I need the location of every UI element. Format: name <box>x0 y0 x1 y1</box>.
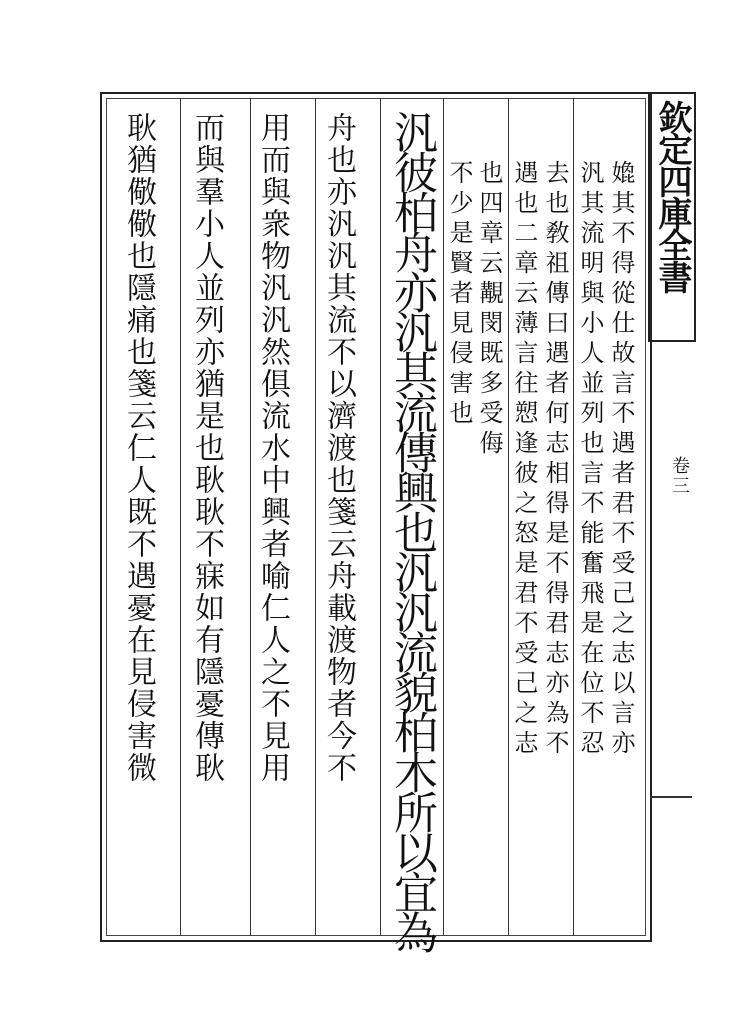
column-rule <box>573 98 574 936</box>
text-column-6: 不少是賢者見侵害也 <box>445 160 473 430</box>
volume-label: 卷三 <box>669 456 690 496</box>
text-column-8: 舟也亦汎汎其流不以濟渡也箋云舟載渡物者今不 <box>321 112 356 784</box>
text-column-9: 用而與衆物汎汎然俱流水中興者喻仁人之不見用 <box>255 112 290 784</box>
text-column-2: 汎其流明與小人並列也言不能奮飛是在位不忍 <box>576 160 604 760</box>
text-column-7: 汎彼柏舟亦汎其流傳興也汎汎流貌柏木所以宜為 <box>386 110 437 950</box>
text-column-10: 而與羣小人並列亦猶是也耿耿不寐如有隱憂傳耿 <box>189 112 224 784</box>
column-rule <box>180 98 181 936</box>
column-rule <box>315 98 316 936</box>
column-rule <box>250 98 251 936</box>
text-column-4: 遇也二章云薄言往愬逢彼之怒是君不受己之志 <box>510 160 538 760</box>
text-column-1: 嫓其不得從仕故言不遇者君不受己之志以言亦 <box>607 160 635 760</box>
column-rule <box>508 98 509 936</box>
text-column-11: 耿猶儆儆也隱痛也箋云仁人既不遇憂在見侵害微 <box>121 112 156 784</box>
text-column-5: 也四章云覯閔既多受侮 <box>475 160 503 460</box>
text-column-3: 去也敎祖傳曰遇者何志相得是不得君志亦為不 <box>541 160 569 760</box>
column-rule <box>380 98 381 936</box>
margin-tick <box>650 796 692 798</box>
column-rule <box>443 98 444 936</box>
book-title: 欽定四庫全書 <box>652 100 692 292</box>
